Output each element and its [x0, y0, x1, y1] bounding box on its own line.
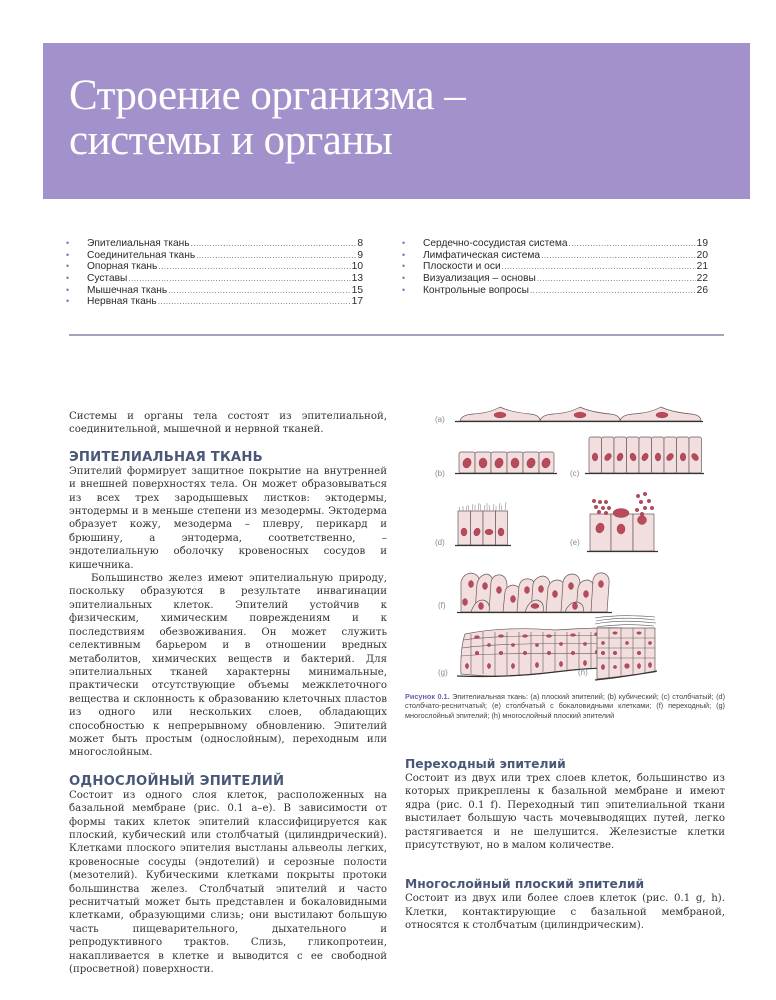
toc-leader-dots — [158, 296, 351, 308]
chapter-banner — [43, 43, 750, 199]
bullet-icon: • — [66, 238, 70, 248]
goblet-epithelium-drawing — [587, 492, 658, 551]
figure-label-d: (d) — [435, 538, 445, 547]
left-text-column — [69, 410, 387, 976]
heading-stratified-squamous-epithelium: Многослойный плоский эпителий — [405, 877, 645, 892]
bullet-icon: • — [66, 249, 70, 260]
spacer — [405, 852, 725, 877]
paragraph: Эпителий формирует защитное покрытие на внутренней и внешней поверхностях тела. Он может образовываться из всех трех зародышевых листков: эктодермы, энтодермы и в меньше степени из мезодермы. Эктодерма образует кожу, мезодерма – плевру, перикард и брюшину, а энтодерма, соответственно, – эндотелиальную оболочку кровеносных сосудов и кишечника. — [69, 465, 387, 571]
toc-right-column — [402, 238, 708, 296]
figure-caption — [405, 692, 725, 720]
paragraph: Состоит из одного слоя клеток, расположенных на базальной мембране (рис. 0.1 a–e). В зависимости от формы таких клеток эпителий классифицируется как плоский, кубический или столбчатый (цилиндрический). Клетками плоского эпителия выстланы альвеолы легких, кровеносные сосуды (эндотелий) и серозные полости (мезотелий). Кубическими клетками покрыты протоки большинства желез. Столбчатый эпителий и часто реснитчатый может быть представлен и бокаловидными клетками, образующими слизь; они выстилают большую часть пищеварительного, дыхательного и репродуктивного трактов. Слизь, гликопротеин, накапливается в клетке и выводится с ее свободной (просветной) поверхности. — [69, 789, 387, 976]
ciliated-epithelium-drawing — [455, 502, 511, 546]
squamous-epithelium-drawing — [455, 407, 703, 422]
toc-page-number: 10 — [351, 261, 363, 273]
toc-leader-dots — [569, 238, 696, 250]
bullet-icon: • — [402, 273, 406, 284]
toc-label: Соединительная ткань — [87, 249, 196, 261]
toc-left-column — [66, 238, 363, 308]
toc-leader-dots — [128, 273, 350, 285]
transitional-epithelium-drawing — [457, 573, 612, 613]
toc-item[interactable] — [66, 250, 363, 262]
toc-leader-dots — [158, 261, 350, 273]
bullet-icon: • — [66, 296, 70, 307]
figure-epithelium — [405, 404, 725, 684]
paragraph: Большинство желез имеют эпителиальную природу, поскольку образуются в результате инвагинации эпителиальных клеток. Эпителий устойчив к физическим, химическим повреждениям и к последствиям обезвоживания. Он может служить селективным барьером и в отношении вредных метаболитов, химических веществ и бактерий. Для эпителиальных тканей характерны минимальные, практически отсутствующие объемы межклеточного вещества и склонность к образованию клеточных пластов из одного или нескольких слоев, обладающих способностью к непрерывному обновлению. Эпителий может быть простым (однослойным), переходным или многослойным. — [69, 573, 387, 759]
toc-label: Мышечная ткань — [87, 284, 168, 296]
toc-item[interactable] — [402, 273, 708, 285]
chapter-title-line-1: Строение организма – — [69, 72, 466, 119]
bullet-icon: • — [66, 273, 70, 284]
bullet-icon: • — [402, 284, 406, 295]
toc-leader-dots — [502, 261, 696, 273]
bullet-icon: • — [402, 249, 406, 260]
toc-page-number: 8 — [357, 238, 363, 249]
toc-item[interactable] — [66, 261, 363, 273]
figure-label-f: (f) — [438, 601, 446, 610]
toc-label: Опорная ткань — [87, 261, 158, 273]
toc-item[interactable] — [66, 296, 363, 308]
toc-item[interactable] — [66, 238, 363, 250]
toc-page-number: 13 — [351, 273, 363, 285]
section-divider — [69, 334, 724, 336]
toc-page-number: 26 — [696, 284, 708, 296]
stratified-squamous-drawing — [595, 616, 657, 680]
toc-item[interactable] — [66, 285, 363, 297]
intro-paragraph: Системы и органы тела состоят из эпителиальной, соединительной, мышечной и нервной тканей. — [69, 411, 387, 436]
toc-item[interactable] — [66, 273, 363, 285]
figure-label-e: (e) — [570, 538, 580, 547]
bullet-icon: • — [402, 238, 406, 248]
toc-item[interactable] — [402, 261, 708, 273]
toc-label: Визуализация – основы — [423, 273, 536, 285]
chapter-title — [69, 73, 465, 163]
heading-simple-epithelium: ОДНОСЛОЙНЫЙ ЭПИТЕЛИЙ — [69, 773, 285, 789]
figure-label-a: (a) — [435, 415, 445, 424]
toc-label: Лимфатическая система — [423, 249, 541, 261]
toc-label: Нервная ткань — [87, 296, 157, 308]
bullet-icon: • — [66, 284, 70, 295]
chapter-title-line-2: системы и органы — [69, 117, 393, 164]
paragraph: Состоит из двух или более слоев клеток (рис. 0.1 g, h). Клетки, контактирующие с базальной мембраной, относятся к столбчатым (цилиндрическим). — [405, 893, 725, 932]
bullet-icon: • — [66, 261, 70, 272]
toc-leader-dots — [530, 285, 696, 297]
columnar-epithelium-drawing — [585, 437, 704, 474]
figure-label-c: (c) — [570, 469, 580, 478]
toc-leader-dots — [537, 273, 696, 285]
toc-page-number: 22 — [696, 273, 708, 285]
toc-page-number: 19 — [696, 238, 708, 249]
right-text-column — [405, 757, 725, 933]
toc-label: Суставы — [87, 273, 128, 285]
toc-leader-dots — [196, 250, 356, 262]
figure-caption-number: Рисунок 0.1. — [405, 692, 450, 701]
toc-label: Сердечно-сосудистая система — [423, 238, 568, 249]
bullet-icon: • — [402, 261, 406, 272]
heading-transitional-epithelium: Переходный эпителий — [405, 757, 566, 771]
toc-page-number: 15 — [351, 284, 363, 296]
toc-label: Контрольные вопросы — [423, 284, 529, 296]
figure-label-h: (h) — [578, 668, 588, 677]
toc-item[interactable] — [402, 285, 708, 297]
toc-page-number: 17 — [351, 296, 363, 308]
heading-epithelial-tissue: ЭПИТЕЛИАЛЬНАЯ ТКАНЬ — [69, 449, 263, 465]
cuboidal-epithelium-drawing — [455, 452, 557, 474]
toc-label: Плоскости и оси — [423, 261, 501, 273]
toc-leader-dots — [168, 285, 350, 297]
toc-page-number: 20 — [696, 249, 708, 261]
toc-page-number: 9 — [357, 249, 363, 261]
toc-item[interactable] — [402, 238, 708, 250]
toc-label: Эпителиальная ткань — [87, 238, 190, 249]
figure-caption-text: Эпителиальная ткань: (a) плоский эпителий; (b) кубический; (c) столбчатый; (d) столбчато-реснитчатый; (e) столбчатый с бокаловидными клетками; (f) переходный; (g) многослойный эпителий; (h) многослойный плоский эпителий — [405, 692, 726, 720]
toc-page-number: 21 — [696, 261, 708, 273]
paragraph: Состоит из двух или трех слоев клеток, большинство из которых прикреплены к базальной мембране и имеют ядра (рис. 0.1 f). Переходный тип эпителиальной ткани выстилает большую часть мочевыводящих путей, легко растягивается и не шелушится. Железистые клетки присутствуют, но в малом количестве. — [405, 773, 725, 852]
figure-label-g: (g) — [438, 668, 448, 677]
toc-item[interactable] — [402, 250, 708, 262]
figure-label-b: (b) — [435, 469, 445, 478]
toc-leader-dots — [191, 238, 357, 250]
spacer — [69, 760, 387, 774]
epithelium-illustration — [405, 404, 725, 689]
toc-leader-dots — [541, 250, 696, 262]
